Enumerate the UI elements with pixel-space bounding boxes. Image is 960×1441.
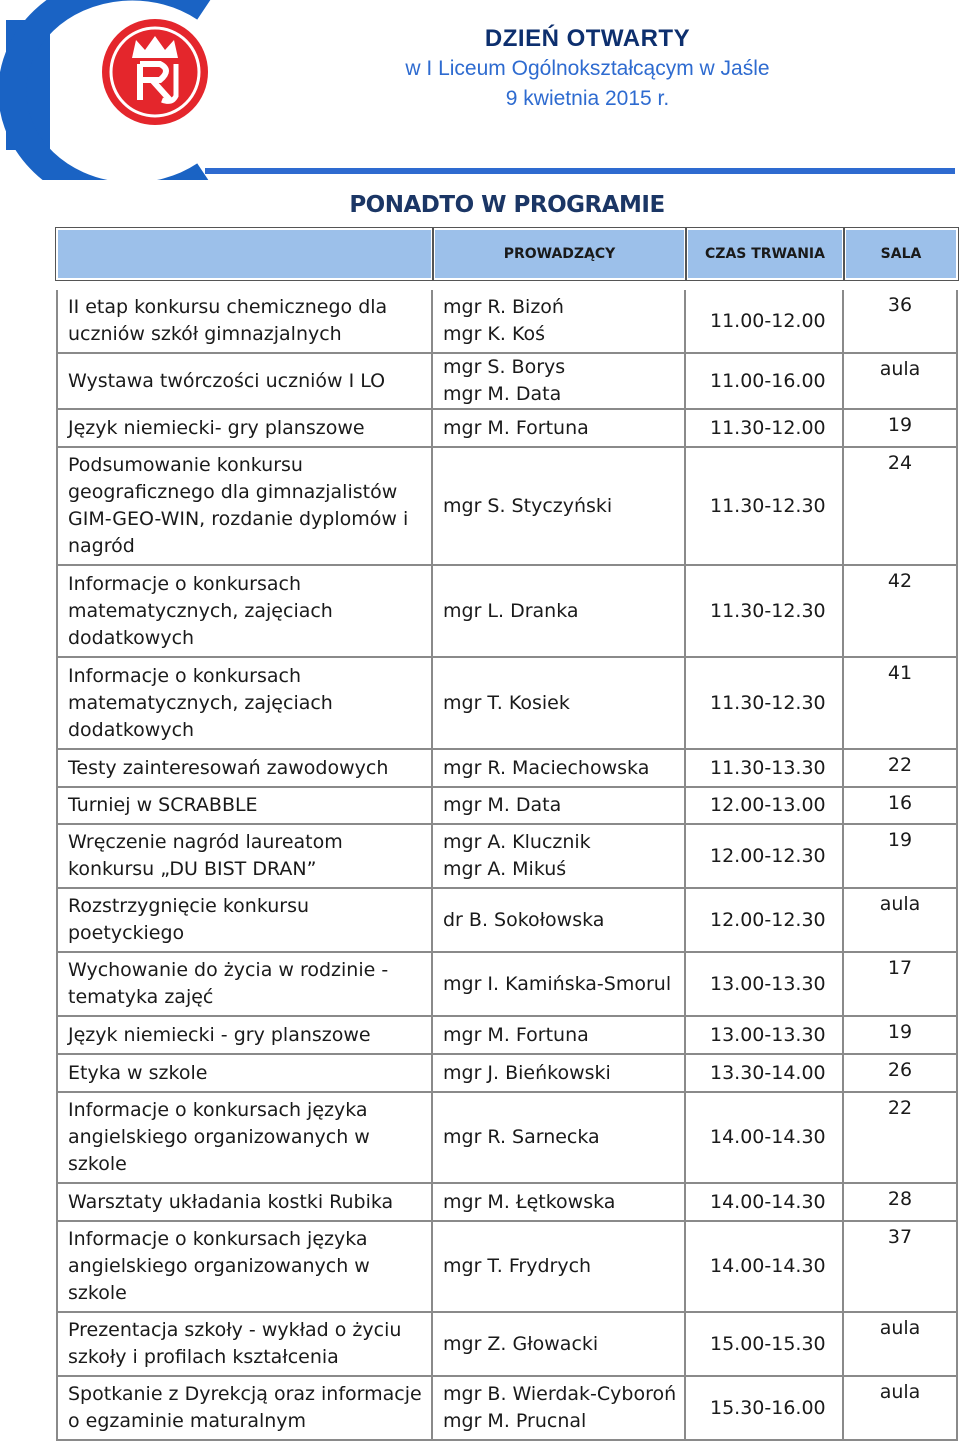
activity-leader: mgr A. Klucznik mgr A. Mikuś <box>433 825 686 889</box>
event-date: 9 kwietnia 2015 r. <box>505 87 670 110</box>
activity-room: 36 <box>844 290 958 354</box>
activity-time: 11.30-13.30 <box>686 750 844 788</box>
table-row <box>56 1313 958 1377</box>
table-row <box>56 290 958 354</box>
activity-leader: mgr L. Dranka <box>433 566 686 658</box>
activity-room: 28 <box>844 1184 958 1222</box>
activity-name: Język niemiecki - gry planszowe <box>56 1017 433 1055</box>
activity-name: Informacje o konkursach języka angielskiego organizowanych w szkole <box>56 1222 433 1313</box>
activity-time: 12.00-12.30 <box>686 825 844 889</box>
activity-room: 22 <box>844 1093 958 1184</box>
activity-time: 14.00-14.30 <box>686 1093 844 1184</box>
table-row <box>56 1093 958 1184</box>
activity-leader: mgr R. Bizoń mgr K. Koś <box>433 290 686 354</box>
activity-time: 11.00-16.00 <box>686 354 844 410</box>
event-header <box>370 24 805 114</box>
activity-name: Rozstrzygnięcie konkursu poetyckiego <box>56 889 433 953</box>
activity-time: 12.00-12.30 <box>686 889 844 953</box>
activity-name: Informacje o konkursach matematycznych, zajęciach dodatkowych <box>56 658 433 750</box>
table-row <box>56 750 958 788</box>
activity-leader: mgr M. Fortuna <box>433 410 686 448</box>
activity-room: 19 <box>844 1017 958 1055</box>
table-row <box>56 889 958 953</box>
activity-name: Informacje o konkursach matematycznych, zajęciach dodatkowych <box>56 566 433 658</box>
activity-name: Wręczenie nagród laureatom konkursu „DU BIST DRAN” <box>56 825 433 889</box>
activity-room: 19 <box>844 825 958 889</box>
section-title: PONADTO W PROGRAMIE <box>349 192 665 218</box>
activity-name: Prezentacja szkoły - wykład o życiu szkoły i profilach kształcenia <box>56 1313 433 1377</box>
table-row <box>56 410 958 448</box>
activity-name: Spotkanie z Dyrekcją oraz informacje o egzaminie maturalnym <box>56 1377 433 1441</box>
activity-time: 11.30-12.00 <box>686 410 844 448</box>
activity-room: 24 <box>844 448 958 566</box>
activity-leader: mgr T. Frydrych <box>433 1222 686 1313</box>
activity-room: 22 <box>844 750 958 788</box>
header-cell-time: CZAS TRWANIA <box>686 228 844 280</box>
header-cell-room: SALA <box>844 228 958 280</box>
activity-time: 13.00-13.30 <box>686 953 844 1017</box>
activity-room: aula <box>844 889 958 953</box>
activity-time: 14.00-14.30 <box>686 1184 844 1222</box>
activity-room: 42 <box>844 566 958 658</box>
header-cell-leader: PROWADZĄCY <box>433 228 686 280</box>
activity-room: aula <box>844 1377 958 1441</box>
table-row <box>56 1017 958 1055</box>
activity-leader: mgr R. Sarnecka <box>433 1093 686 1184</box>
table-row <box>56 825 958 889</box>
activity-name: Turniej w SCRABBLE <box>56 788 433 825</box>
logo-line <box>205 168 955 174</box>
activity-room: aula <box>844 354 958 410</box>
table-row <box>56 566 958 658</box>
table-row <box>56 1377 958 1441</box>
activity-leader: mgr J. Bieńkowski <box>433 1055 686 1093</box>
table-header <box>56 228 958 280</box>
activity-name: Warsztaty układania kostki Rubika <box>56 1184 433 1222</box>
activity-leader: mgr Z. Głowacki <box>433 1313 686 1377</box>
activity-leader: mgr T. Kosiek <box>433 658 686 750</box>
activity-time: 13.00-13.30 <box>686 1017 844 1055</box>
activity-name: Podsumowanie konkursu geograficznego dla gimnazjalistów GIM-GEO-WIN, rozdanie dyplomów i nagród <box>56 448 433 566</box>
activity-room: 41 <box>844 658 958 750</box>
activity-room: 16 <box>844 788 958 825</box>
activity-name: Język niemiecki- gry planszowe <box>56 410 433 448</box>
activity-name: Informacje o konkursach języka angielskiego organizowanych w szkole <box>56 1093 433 1184</box>
activity-time: 13.30-14.00 <box>686 1055 844 1093</box>
activity-time: 12.00-13.00 <box>686 788 844 825</box>
emblem-circle <box>102 19 208 125</box>
activity-leader: dr B. Sokołowska <box>433 889 686 953</box>
activity-name: Etyka w szkole <box>56 1055 433 1093</box>
activity-name: II etap konkursu chemicznego dla uczniów szkół gimnazjalnych <box>56 290 433 354</box>
activity-leader: mgr M. Łętkowska <box>433 1184 686 1222</box>
activity-room: 17 <box>844 953 958 1017</box>
table-row <box>56 658 958 750</box>
activity-time: 14.00-14.30 <box>686 1222 844 1313</box>
school-name: w I Liceum Ogólnokształcącym w Jaśle <box>405 57 770 80</box>
activity-time: 11.30-12.30 <box>686 448 844 566</box>
activity-leader: mgr R. Maciechowska <box>433 750 686 788</box>
activity-leader: mgr I. Kamińska-Smorul <box>433 953 686 1017</box>
activity-room: 26 <box>844 1055 958 1093</box>
activity-leader: mgr S. Borys mgr M. Data <box>433 354 686 410</box>
activity-room: aula <box>844 1313 958 1377</box>
table-row <box>56 354 958 410</box>
program-table <box>56 228 958 1441</box>
header-cell-name <box>56 228 433 280</box>
activity-room: 37 <box>844 1222 958 1313</box>
table-row <box>56 788 958 825</box>
activity-name: Testy zainteresowań zawodowych <box>56 750 433 788</box>
table-row <box>56 1222 958 1313</box>
table-row <box>56 953 958 1017</box>
event-title: DZIEŃ OTWARTY <box>484 25 691 52</box>
activity-leader: mgr B. Wierdak-Cyboroń mgr M. Prucnal <box>433 1377 686 1441</box>
activity-time: 11.30-12.30 <box>686 566 844 658</box>
activity-time: 11.30-12.30 <box>686 658 844 750</box>
activity-name: Wystawa twórczości uczniów I LO <box>56 354 433 410</box>
table-row <box>56 448 958 566</box>
activity-leader: mgr S. Styczyński <box>433 448 686 566</box>
activity-room: 19 <box>844 410 958 448</box>
activity-time: 15.30-16.00 <box>686 1377 844 1441</box>
activity-name: Wychowanie do życia w rodzinie - tematyka zajęć <box>56 953 433 1017</box>
activity-time: 11.00-12.00 <box>686 290 844 354</box>
activity-leader: mgr M. Fortuna <box>433 1017 686 1055</box>
activity-time: 15.00-15.30 <box>686 1313 844 1377</box>
table-row <box>56 1055 958 1093</box>
table-row <box>56 1184 958 1222</box>
activity-leader: mgr M. Data <box>433 788 686 825</box>
